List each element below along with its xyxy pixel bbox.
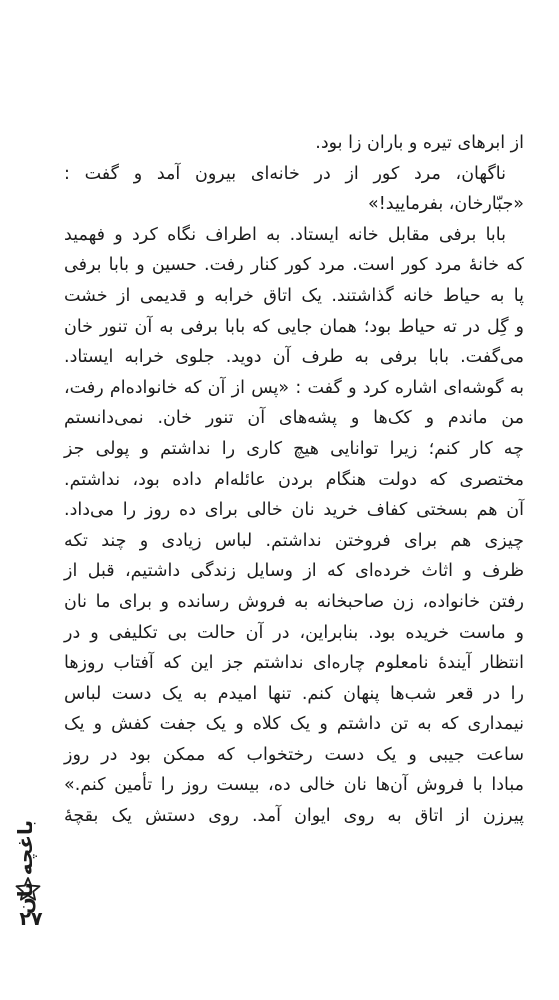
text-line: بابا برفی مقابل خانه ایستاد. به اطراف نگاه کرد و فهمید	[64, 224, 506, 245]
text-line: انتظار آیندهٔ نامعلوم چاره‌ای نداشتم جز این که آفتاب روزها	[64, 653, 524, 674]
text-line: رفتن خانواده، زن صاحبخانه به فروش رسانده و برای ما نان	[64, 591, 524, 612]
page-number: ۲۷	[19, 908, 43, 930]
text-line: ناگهان، مرد کور از در خانه‌ای بیرون آمد و گفت :	[64, 163, 506, 184]
text-line: مبادا با فروش آن‌ها نان خالی ده، بیست روز را تأمین کنم.»	[64, 775, 524, 796]
book-title: باغچه بان	[13, 820, 37, 915]
text-line: به گوشه‌ای اشاره کرد و گفت : «پس از آن که خانواده‌ام رفت،	[64, 377, 524, 398]
text-line: که خانهٔ مرد کور است. مرد کور کنار رفت. حسین و بابا برفی	[64, 255, 524, 276]
text-line: چه کار کنم؛ زیرا توانایی هیچ کاری را نداشتم و پولی جز	[64, 438, 524, 459]
text-line: می‌گفت. بابا برفی به طرف آن دوید. جلوی خرابه ایستاد.	[64, 347, 524, 368]
page-text	[64, 128, 524, 832]
text-line: «جبّارخان، بفرمایید!»	[368, 194, 524, 215]
text-line: چیزی هم برای فروختن نداشتم. لباس زیادی و چند تکه	[64, 530, 524, 551]
text-line: من ماندم و کک‌ها و پشه‌های آن تنور خان. نمی‌دانستم	[64, 408, 524, 429]
text-line: آن هم بسختی کفاف خرید نان خالی برای ده روز را می‌داد.	[64, 500, 524, 521]
text-line: از ابرهای تیره و باران زا بود.	[315, 133, 524, 153]
text-line: و ماست خریده بود. بنابراین، در آن حالت بی تکلیفی و در	[64, 622, 524, 643]
text-line: پا به حیاط خانه گذاشتند. یک اتاق خرابه و قدیمی از خشت	[64, 285, 524, 306]
text-line: مختصری که دولت هنگام بردن عائله‌ام داده بود، نداشتم.	[64, 469, 524, 490]
text-line: ظرف و اثاث خرده‌ای که از وسایل زندگی داشتیم، قبل از	[64, 561, 524, 582]
text-line: پیرزن از اتاق به روی ایوان آمد. روی دستش یک بقچهٔ	[64, 806, 524, 827]
text-line: ساعت جیبی و یک دست رختخواب که ممکن بود در روز	[64, 744, 524, 765]
text-line: و گِل در ته حیاط بود؛ همان جایی که بابا برفی به آن تنور خان	[64, 316, 524, 337]
star-outline-icon	[15, 876, 41, 902]
text-line: نیمداری که به تن داشتم و یک کلاه و یک جفت کفش و یک	[64, 714, 524, 735]
text-line: را در قعر شب‌ها پنهان کنم. تنها امیدم به یک دست لباس	[64, 683, 524, 704]
